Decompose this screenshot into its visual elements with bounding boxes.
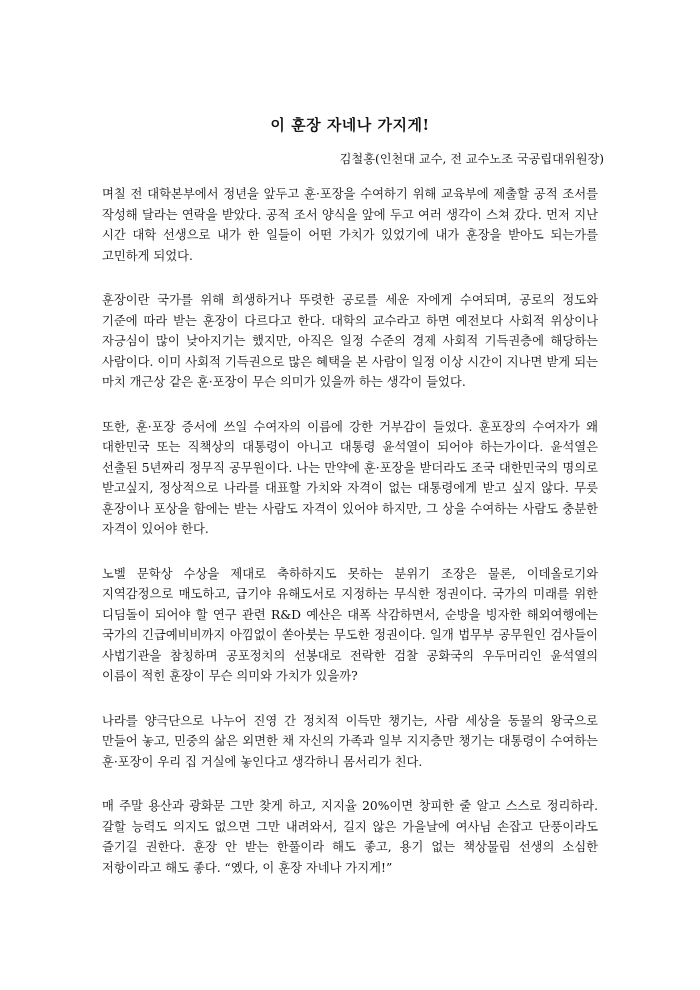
paragraph: 며칠 전 대학본부에서 정년을 앞두고 훈·포장을 수여하기 위해 교육부에 제출할 공적 조서를 작성해 달라는 연락을 받았다. 공적 조서 양식을 앞에 두고 여러 생각이 스쳐 갔다. 먼저 지난 시간 대학 선생으로 내가 한 일들이 어떤 가치가 있었기에 내가 훈장을 받아도 되는가를 고민하게 되었다.: [102, 187, 598, 263]
paragraph: 매 주말 용산과 광화문 그만 찾게 하고, 지지율 20%이면 창피한 줄 알고 스스로 정리하라. 갈할 능력도 의지도 없으면 그만 내려와서, 길지 않은 가을날에 여사님 손잡고 단풍이라도 즐기길 권한다. 훈장 안 받는 한풀이라 해도 좋고, 용기 없는 책상물림 선생의 소심한 저항이라고 해도 좋다. “옜다, 이 훈장 자네나 가지게!”: [102, 799, 598, 875]
document-title: 이 훈장 자네나 가지게!: [270, 116, 430, 134]
paragraph: 또한, 훈·포장 증서에 쓰일 수여자의 이름에 강한 거부감이 들었다. 훈포장의 수여자가 왜 대한민국 또는 직책상의 대통령이 아니고 대통령 윤석열이 되어야 하는가이다. 윤석열은 선출된 5년짜리 정무직 공무원이다. 나는 만약에 훈·포장을 받더라도 조국 대한민국의 명의로 받고싶지, 정상적으로 나라를 대표할 가치와 자격이 없는 대통령에게 받고 싶지 않다. 무릇 훈장이나 포상을 함에는 받는 사람도 자격이 있어야 하지만, 그 상을 수여하는 사람도 충분한 자격이 있어야 한다.: [102, 419, 598, 536]
document-body: [102, 184, 598, 902]
paragraph: 노벨 문학상 수상을 제대로 축하하지도 못하는 분위기 조장은 물론, 이데올로기와 지역감정으로 매도하고, 급기야 유해도서로 지정하는 무식한 정권이다. 국가의 미래를 위한 디딤돌이 되어야 할 연구 관련 R&D 예산은 대폭 삭감하면서, 순방을 빙자한 해외여행에는 국가의 긴급예비비까지 아낌없이 쏟아붓는 무도한 정권이다. 일개 법무부 공무원인 검사들이 사법기관을 참칭하며 공포정치의 선봉대로 전락한 검찰 공화국의 우두머리인 윤석열의 이름이 적힌 훈장이 무슨 의미와 가치가 있을까?: [102, 566, 598, 683]
paragraph: 나라를 양극단으로 나누어 진영 간 정치적 이득만 챙기는, 사람 세상을 동물의 왕국으로 만들어 놓고, 민중의 삶은 외면한 채 자신의 가족과 일부 지지층만 챙기는 대통령이 수여하는 훈·포장이 우리 집 거실에 놓인다고 생각하니 몸서리가 친다.: [102, 713, 598, 769]
paragraph: 훈장이란 국가를 위해 희생하거나 뚜렷한 공로를 세운 자에게 수여되며, 공로의 정도와 기준에 따라 받는 훈장이 다르다고 한다. 대학의 교수라고 하면 예전보다 사회적 위상이나 자긍심이 많이 낮아지기는 했지만, 아직은 일정 수준의 경제 사회적 기득권층에 해당하는 사람이다. 이미 사회적 기득권으로 많은 혜택을 본 사람이 일정 이상 시간이 지나면 받게 되는 마치 개근상 같은 훈·포장이 무슨 의미가 있을까 하는 생각이 들었다.: [102, 293, 598, 389]
author-byline: 김철홍(인천대 교수, 전 교수노조 국공립대위원장): [339, 152, 604, 166]
